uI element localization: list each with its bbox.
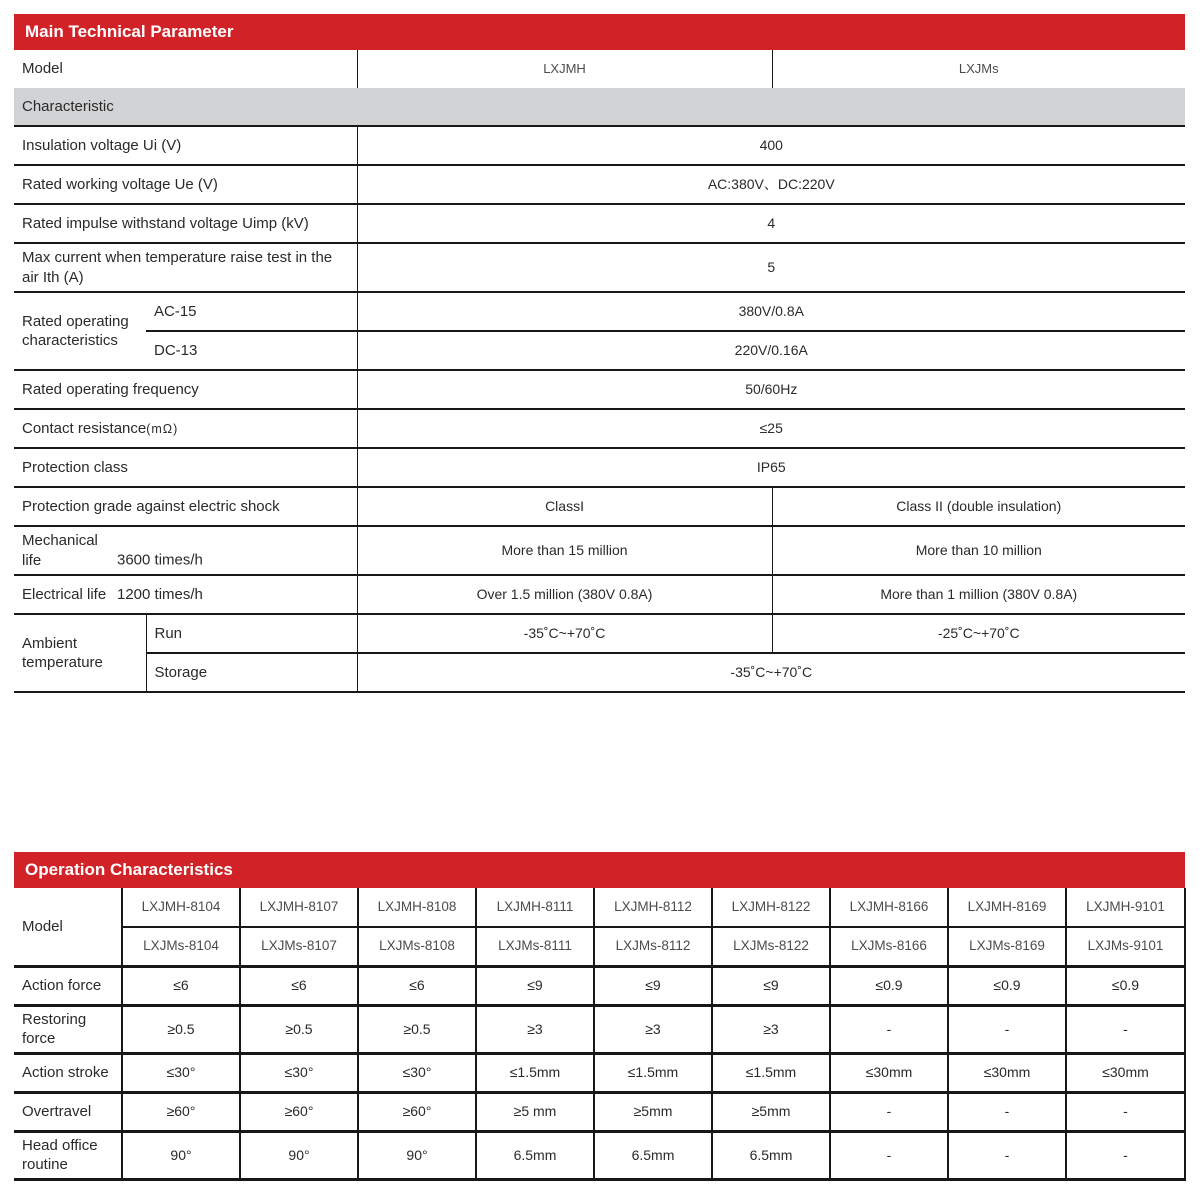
value-cell: -	[948, 1005, 1066, 1053]
ambient-run-label: Run	[146, 614, 357, 653]
value-cell: ≤30°	[358, 1053, 476, 1092]
mechanical-life-lxjms: More than 10 million	[772, 526, 1185, 575]
dc13-value: 220V/0.16A	[357, 331, 1185, 370]
impulse-voltage-label: Rated impulse withstand voltage Uimp (kV)	[14, 204, 357, 243]
row-action-force	[14, 966, 1185, 1005]
row-rated-operating-dc13	[14, 331, 1185, 370]
main-table-title: Main Technical Parameter	[25, 22, 234, 41]
row-mechanical-life	[14, 526, 1185, 575]
row-protection-class	[14, 448, 1185, 487]
impulse-voltage-value: 4	[357, 204, 1185, 243]
value-cell: ≥3	[712, 1005, 830, 1053]
row-max-current	[14, 243, 1185, 292]
model-cell: LXJMH-8104	[122, 888, 240, 927]
electrical-life-rate: 1200 times/h	[117, 585, 203, 603]
value-cell: 90°	[240, 1131, 358, 1179]
action-stroke-label: Action stroke	[14, 1053, 122, 1092]
model-cell: LXJMH-8112	[594, 888, 712, 927]
model-cell: LXJMs-8169	[948, 927, 1066, 966]
model-cell: LXJMH-8107	[240, 888, 358, 927]
contact-resistance-text: Contact resistance	[22, 419, 147, 437]
value-cell: -	[948, 1092, 1066, 1131]
ambient-storage-label: Storage	[146, 653, 357, 692]
value-cell: 90°	[358, 1131, 476, 1179]
value-cell: 6.5mm	[476, 1131, 594, 1179]
working-voltage-value: AC:380V、DC:220V	[357, 165, 1185, 204]
model-cell: LXJMH-8122	[712, 888, 830, 927]
overtravel-label: Overtravel	[14, 1092, 122, 1131]
op-model-label: Model	[22, 917, 63, 935]
frequency-value: 50/60Hz	[357, 370, 1185, 409]
max-current-label: Max current when temperature raise test in the air Ith (A)	[14, 243, 357, 292]
value-cell: -	[1066, 1131, 1185, 1179]
row-insulation-voltage	[14, 126, 1185, 165]
value-cell: ≤0.9	[830, 966, 948, 1005]
protection-grade-lxjmh: ClassI	[357, 487, 772, 526]
ambient-temperature-label: Ambient temperature	[14, 614, 146, 692]
contact-resistance-unit: (mΩ)	[146, 421, 179, 436]
insulation-voltage-value: 400	[357, 126, 1185, 165]
model-cell: LXJMs-8112	[594, 927, 712, 966]
value-cell: ≤1.5mm	[594, 1053, 712, 1092]
row-action-stroke	[14, 1053, 1185, 1092]
contact-resistance-value: ≤25	[357, 409, 1185, 448]
operation-characteristics-section	[14, 852, 1185, 1181]
value-cell: ≥0.5	[358, 1005, 476, 1053]
row-model	[14, 50, 1185, 88]
row-restoring-force	[14, 1005, 1185, 1053]
row-overtravel	[14, 1092, 1185, 1131]
operation-characteristics-table	[14, 888, 1186, 1181]
value-cell: ≤0.9	[948, 966, 1066, 1005]
value-cell: 6.5mm	[712, 1131, 830, 1179]
row-characteristic	[14, 88, 1185, 126]
max-current-value: 5	[357, 243, 1185, 292]
value-cell: ≤30mm	[1066, 1053, 1185, 1092]
model-cell: LXJMH-8166	[830, 888, 948, 927]
value-cell: ≤30°	[240, 1053, 358, 1092]
main-technical-parameter-table	[14, 50, 1185, 693]
value-cell: ≤1.5mm	[476, 1053, 594, 1092]
model-cell: LXJMs-8111	[476, 927, 594, 966]
value-cell: -	[830, 1092, 948, 1131]
row-rated-operating-ac15	[14, 292, 1185, 331]
value-cell: ≥5mm	[712, 1092, 830, 1131]
value-cell: ≥60°	[122, 1092, 240, 1131]
ambient-run-lxjms: -25˚C~+70˚C	[772, 614, 1185, 653]
electrical-life-label	[14, 575, 357, 614]
protection-class-value: IP65	[357, 448, 1185, 487]
restoring-force-label: Restoring force	[14, 1005, 122, 1053]
value-cell: ≤9	[594, 966, 712, 1005]
value-cell: 90°	[122, 1131, 240, 1179]
value-cell: ≤9	[476, 966, 594, 1005]
rated-operating-label: Rated operating characteristics	[14, 292, 146, 370]
value-cell: ≤0.9	[1066, 966, 1185, 1005]
value-cell: ≥3	[476, 1005, 594, 1053]
ac15-value: 380V/0.8A	[357, 292, 1185, 331]
value-cell: ≥3	[594, 1005, 712, 1053]
protection-grade-label: Protection grade against electric shock	[14, 487, 357, 526]
value-cell: 6.5mm	[594, 1131, 712, 1179]
row-electrical-life	[14, 575, 1185, 614]
mechanical-life-rate: 3600 times/h	[117, 551, 203, 569]
dc13-label: DC-13	[146, 331, 357, 370]
electrical-life-lxjms: More than 1 million (380V 0.8A)	[772, 575, 1185, 614]
operation-table-title: Operation Characteristics	[25, 860, 233, 879]
value-cell: ≤9	[712, 966, 830, 1005]
value-cell: ≤30mm	[948, 1053, 1066, 1092]
mechanical-life-lxjmh: More than 15 million	[357, 526, 772, 575]
row-impulse-voltage	[14, 204, 1185, 243]
model-cell: LXJMs-8108	[358, 927, 476, 966]
value-cell: ≥0.5	[240, 1005, 358, 1053]
model-label: Model	[22, 60, 63, 78]
model-cell: LXJMs-8104	[122, 927, 240, 966]
protection-class-label: Protection class	[14, 448, 357, 487]
model-cell: LXJMH-8169	[948, 888, 1066, 927]
value-cell: -	[948, 1131, 1066, 1179]
model-cell: LXJMs-8107	[240, 927, 358, 966]
value-cell: ≥0.5	[122, 1005, 240, 1053]
value-cell: ≤6	[122, 966, 240, 1005]
model-cell: LXJMH-8108	[358, 888, 476, 927]
value-cell: ≥5mm	[594, 1092, 712, 1131]
mechanical-life-label	[14, 526, 357, 575]
value-cell: ≤1.5mm	[712, 1053, 830, 1092]
action-force-label: Action force	[14, 966, 122, 1005]
ambient-run-lxjmh: -35˚C~+70˚C	[357, 614, 772, 653]
value-cell: ≥5 mm	[476, 1092, 594, 1131]
model-series-lxjmh: LXJMH	[357, 50, 772, 88]
electrical-life-lxjmh: Over 1.5 million (380V 0.8A)	[357, 575, 772, 614]
row-models-lxjmh	[14, 888, 1185, 927]
value-cell: -	[830, 1131, 948, 1179]
operation-table-header	[14, 852, 1185, 888]
value-cell: ≥60°	[358, 1092, 476, 1131]
row-protection-grade	[14, 487, 1185, 526]
value-cell: ≤6	[240, 966, 358, 1005]
electrical-life-text: Electrical life	[22, 585, 107, 603]
main-table-header	[14, 14, 1185, 50]
protection-grade-lxjms: Class II (double insulation)	[772, 487, 1185, 526]
ac15-label: AC-15	[146, 292, 357, 331]
characteristic-label: Characteristic	[14, 88, 1185, 126]
model-cell: LXJMs-8122	[712, 927, 830, 966]
model-cell: LXJMH-8111	[476, 888, 594, 927]
model-series-lxjms: LXJMs	[772, 50, 1185, 88]
head-office-routine-label: Head office routine	[14, 1131, 122, 1179]
row-frequency	[14, 370, 1185, 409]
model-cell: LXJMs-9101	[1066, 927, 1185, 966]
contact-resistance-label	[14, 409, 357, 448]
mechanical-life-text: Mechanical life	[22, 532, 98, 569]
row-head-office-routine	[14, 1131, 1185, 1179]
insulation-voltage-label: Insulation voltage Ui (V)	[14, 126, 357, 165]
row-models-lxjms	[14, 927, 1185, 966]
model-cell: LXJMs-8166	[830, 927, 948, 966]
working-voltage-label: Rated working voltage Ue (V)	[14, 165, 357, 204]
row-working-voltage	[14, 165, 1185, 204]
row-ambient-storage	[14, 653, 1185, 692]
row-contact-resistance	[14, 409, 1185, 448]
row-ambient-run	[14, 614, 1185, 653]
frequency-label: Rated operating frequency	[14, 370, 357, 409]
value-cell: -	[1066, 1005, 1185, 1053]
value-cell: -	[830, 1005, 948, 1053]
model-cell: LXJMH-9101	[1066, 888, 1185, 927]
main-technical-parameter-section	[14, 14, 1185, 693]
value-cell: ≥60°	[240, 1092, 358, 1131]
value-cell: ≤30°	[122, 1053, 240, 1092]
value-cell: ≤6	[358, 966, 476, 1005]
ambient-storage-value: -35˚C~+70˚C	[357, 653, 1185, 692]
value-cell: ≤30mm	[830, 1053, 948, 1092]
value-cell: -	[1066, 1092, 1185, 1131]
